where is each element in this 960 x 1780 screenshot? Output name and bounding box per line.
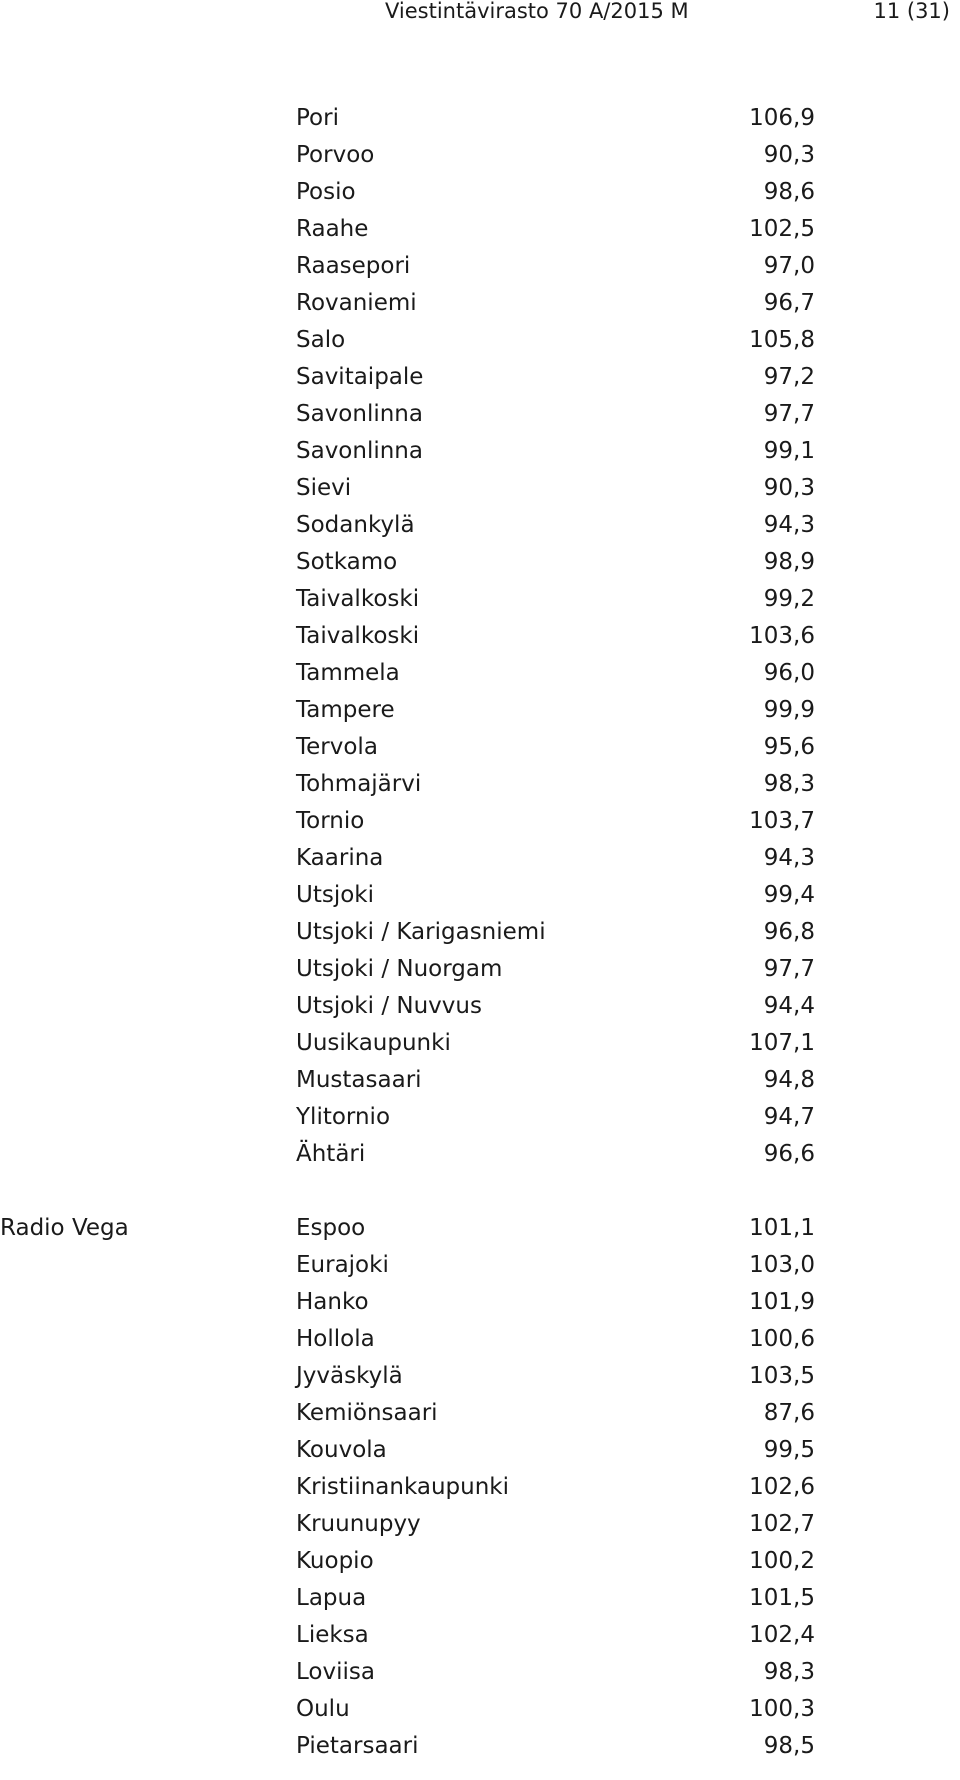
frequency-value: 98,3: [763, 771, 815, 797]
location-name: Loviisa: [296, 1659, 375, 1685]
location-name: Posio: [296, 179, 356, 205]
table-row: [0, 1580, 960, 1617]
frequency-value: 97,2: [763, 364, 815, 390]
table-row: [0, 248, 960, 285]
frequency-value: 102,6: [749, 1474, 815, 1500]
table-row: [0, 766, 960, 803]
frequency-value: 100,6: [749, 1326, 815, 1352]
table-row: [0, 359, 960, 396]
frequency-value: 100,2: [749, 1548, 815, 1574]
frequency-value: 105,8: [749, 327, 815, 353]
frequency-value: 98,3: [763, 1659, 815, 1685]
frequency-value: 96,0: [763, 660, 815, 686]
page-number: 11 (31): [873, 0, 950, 23]
location-name: Oulu: [296, 1696, 350, 1722]
frequency-value: 100,3: [749, 1696, 815, 1722]
table-row: [0, 1321, 960, 1358]
frequency-value: 101,9: [749, 1289, 815, 1315]
frequency-value: 87,6: [763, 1400, 815, 1426]
table-row: [0, 1062, 960, 1099]
page-header: [0, 0, 960, 26]
location-name: Utsjoki: [296, 882, 375, 908]
table-row: [0, 1432, 960, 1469]
location-name: Sievi: [296, 475, 352, 501]
location-name: Salo: [296, 327, 346, 353]
table-row: [0, 211, 960, 248]
location-name: Tornio: [296, 808, 365, 834]
location-name: Savonlinna: [296, 438, 423, 464]
frequency-value: 95,6: [763, 734, 815, 760]
table-row: [0, 655, 960, 692]
frequency-value: 98,6: [763, 179, 815, 205]
location-name: Savonlinna: [296, 401, 423, 427]
location-name: Eurajoki: [296, 1252, 389, 1278]
frequency-value: 99,1: [763, 438, 815, 464]
frequency-value: 102,4: [749, 1622, 815, 1648]
table-row: [0, 1247, 960, 1284]
table-row: [0, 1099, 960, 1136]
location-name: Utsjoki / Karigasniemi: [296, 919, 546, 945]
location-name: Kristiinankaupunki: [296, 1474, 510, 1500]
table-row: [0, 470, 960, 507]
frequency-value: 99,2: [763, 586, 815, 612]
location-name: Rovaniemi: [296, 290, 417, 316]
table-row: [0, 1617, 960, 1654]
table-row: [0, 1210, 960, 1247]
frequency-value: 102,5: [749, 216, 815, 242]
frequency-value: 94,4: [763, 993, 815, 1019]
frequency-value: 101,5: [749, 1585, 815, 1611]
location-name: Porvoo: [296, 142, 375, 168]
location-name: Kaarina: [296, 845, 384, 871]
table-row: [0, 1469, 960, 1506]
frequency-value: 96,8: [763, 919, 815, 945]
table-row: [0, 137, 960, 174]
frequency-value: 98,5: [763, 1733, 815, 1759]
table-row: [0, 544, 960, 581]
location-name: Jyväskylä: [296, 1363, 403, 1389]
location-name: Raasepori: [296, 253, 411, 279]
frequency-value: 94,3: [763, 845, 815, 871]
table-row: [0, 1136, 960, 1173]
frequency-value: 98,9: [763, 549, 815, 575]
location-name: Tampere: [296, 697, 395, 723]
table-row: [0, 729, 960, 766]
location-name: Hanko: [296, 1289, 369, 1315]
location-name: Raahe: [296, 216, 369, 242]
location-name: Lieksa: [296, 1622, 369, 1648]
frequency-value: 96,7: [763, 290, 815, 316]
table-row: [0, 507, 960, 544]
location-name: Espoo: [296, 1215, 366, 1241]
table-row: [0, 1506, 960, 1543]
table-row: [0, 322, 960, 359]
table-row: [0, 692, 960, 729]
location-name: Tervola: [296, 734, 378, 760]
section-label: Radio Vega: [0, 1215, 129, 1241]
table-row: [0, 988, 960, 1025]
table-row: [0, 1728, 960, 1765]
table-row: [0, 285, 960, 322]
location-name: Kruunupyy: [296, 1511, 421, 1537]
table-row: [0, 877, 960, 914]
location-name: Pietarsaari: [296, 1733, 419, 1759]
table-row: [0, 840, 960, 877]
frequency-value: 94,7: [763, 1104, 815, 1130]
table-row: [0, 1654, 960, 1691]
location-name: Uusikaupunki: [296, 1030, 451, 1056]
table-row: [0, 100, 960, 137]
location-name: Sotkamo: [296, 549, 398, 575]
table-row: [0, 433, 960, 470]
frequency-value: 102,7: [749, 1511, 815, 1537]
location-name: Hollola: [296, 1326, 375, 1352]
location-name: Mustasaari: [296, 1067, 422, 1093]
location-name: Ylitornio: [296, 1104, 391, 1130]
location-name: Lapua: [296, 1585, 367, 1611]
table-row: [0, 1395, 960, 1432]
frequency-value: 103,5: [749, 1363, 815, 1389]
table-row: [0, 1358, 960, 1395]
location-name: Taivalkoski: [296, 623, 420, 649]
frequency-value: 99,9: [763, 697, 815, 723]
frequency-value: 99,5: [763, 1437, 815, 1463]
frequency-value: 103,6: [749, 623, 815, 649]
frequency-value: 103,0: [749, 1252, 815, 1278]
table-row: [0, 1284, 960, 1321]
table-row: [0, 581, 960, 618]
location-name: Pori: [296, 105, 339, 131]
location-name: Ähtäri: [296, 1141, 366, 1167]
location-name: Savitaipale: [296, 364, 424, 390]
table-row: [0, 396, 960, 433]
table-row: [0, 914, 960, 951]
frequency-value: 90,3: [763, 142, 815, 168]
frequency-value: 97,0: [763, 253, 815, 279]
location-name: Tammela: [296, 660, 400, 686]
frequency-value: 94,3: [763, 512, 815, 538]
frequency-value: 97,7: [763, 401, 815, 427]
location-name: Kemiönsaari: [296, 1400, 438, 1426]
frequency-value: 97,7: [763, 956, 815, 982]
table-row: [0, 1025, 960, 1062]
table-row: [0, 618, 960, 655]
frequency-value: 107,1: [749, 1030, 815, 1056]
frequency-value: 103,7: [749, 808, 815, 834]
document-reference: Viestintävirasto 70 A/2015 M: [385, 0, 689, 23]
table-row: [0, 951, 960, 988]
table-row: [0, 1691, 960, 1728]
frequency-value: 101,1: [749, 1215, 815, 1241]
frequency-value: 99,4: [763, 882, 815, 908]
table-row: [0, 1543, 960, 1580]
frequency-value: 90,3: [763, 475, 815, 501]
table-row: [0, 174, 960, 211]
location-name: Sodankylä: [296, 512, 415, 538]
frequency-value: 106,9: [749, 105, 815, 131]
location-name: Utsjoki / Nuvvus: [296, 993, 482, 1019]
table-row: [0, 803, 960, 840]
frequency-value: 94,8: [763, 1067, 815, 1093]
location-name: Kuopio: [296, 1548, 374, 1574]
location-name: Taivalkoski: [296, 586, 420, 612]
location-name: Kouvola: [296, 1437, 387, 1463]
frequency-value: 96,6: [763, 1141, 815, 1167]
location-name: Tohmajärvi: [296, 771, 422, 797]
location-name: Utsjoki / Nuorgam: [296, 956, 503, 982]
